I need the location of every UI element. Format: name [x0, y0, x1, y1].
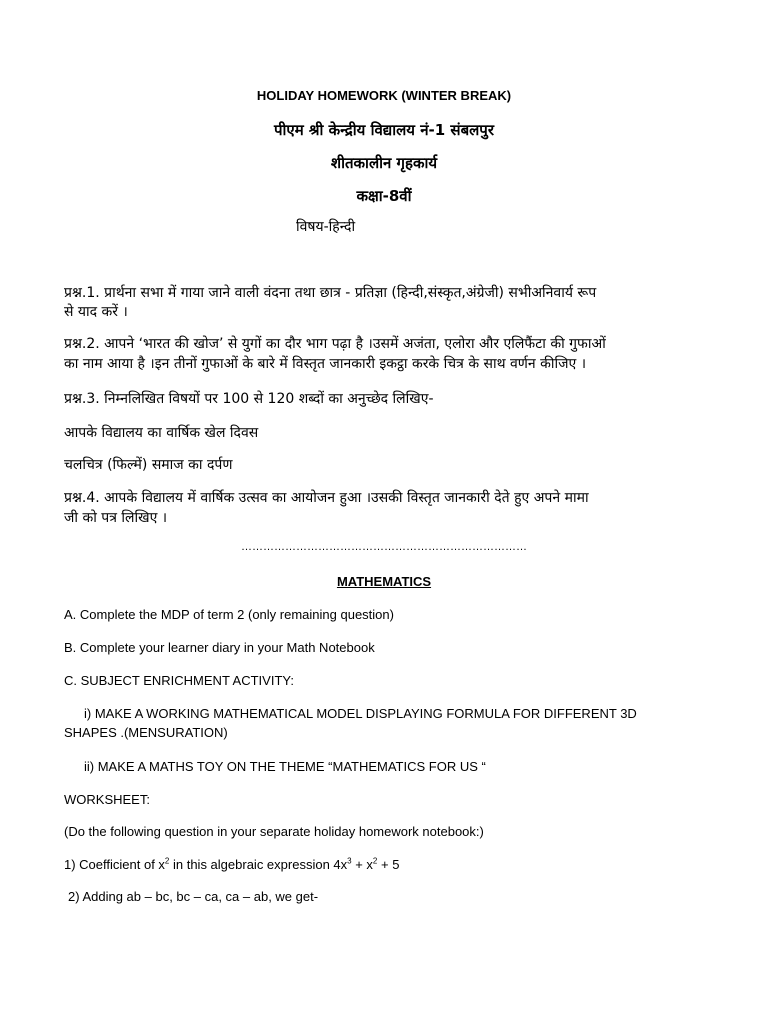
q1-text-mid2: + x [351, 857, 373, 872]
hindi-q1-line1: प्रश्न.1. प्रार्थना सभा में गाया जाने वाली वंदना तथा छात्र - प्रतिज्ञा (हिन्दी,संस्कृत,अंग्रेजी) सभीअनिवार्य रूप [64, 285, 597, 301]
q1-exponent-1: 2 [164, 856, 170, 866]
q1-exponent-3: 2 [372, 856, 378, 866]
activity-i-line1: i) MAKE A WORKING MATHEMATICAL MODEL DISPLAYING FORMULA FOR DIFFERENT 3D [84, 706, 637, 721]
worksheet-q1 [64, 857, 399, 872]
q1-exponent-2: 3 [347, 856, 352, 866]
hindi-q1-line2: से याद करें । [64, 304, 128, 320]
worksheet-instruction: (Do the following question in your separate holiday homework notebook:) [64, 824, 484, 839]
hindi-q2-line2: का नाम आया है ।इन तीनों गुफाओं के बारे में विस्तृत जानकारी इकट्ठा करके चित्र के साथ वर्णन कीजिए । [64, 356, 587, 372]
math-heading: MATHEMATICS [336, 574, 432, 589]
homework-subtitle: शीतकालीन गृहकार्य [330, 154, 438, 172]
math-item-b: B. Complete your learner diary in your Math Notebook [64, 640, 375, 655]
q1-text-end: + 5 [377, 857, 400, 872]
worksheet-label: WORKSHEET: [64, 792, 150, 807]
worksheet-q2: 2) Adding ab – bc, bc – ca, ca – ab, we get- [68, 889, 319, 904]
class-label: कक्षा-8वीं [356, 187, 412, 205]
hindi-q3-topic2: चलचित्र (फिल्में) समाज का दर्पण [64, 457, 233, 473]
activity-ii: ii) MAKE A MATHS TOY ON THE THEME “MATHEMATICS FOR US “ [84, 759, 486, 774]
hindi-q3: प्रश्न.3. निम्नलिखित विषयों पर 100 से 120 शब्दों का अनुच्छेद लिखिए- [64, 391, 434, 407]
subject-label: विषय-हिन्दी [296, 219, 356, 235]
section-divider: …………………………………………………………………… [241, 541, 527, 553]
hindi-q4-line2: जी को पत्र लिखिए । [64, 510, 168, 526]
math-item-a: A. Complete the MDP of term 2 (only remaining question) [64, 607, 394, 622]
hindi-q2-line1: प्रश्न.2. आपने ‘भारत की खोज’ से युगों का दौर भाग पढ़ा है ।उसमें अजंता, एलोरा और एलिफैंटा की गुफाओं [64, 336, 606, 352]
q1-text-start: 1) Coefficient of x [64, 857, 165, 872]
hindi-q3-topic1: आपके विद्यालय का वार्षिक खेल दिवस [64, 425, 259, 441]
hindi-q4-line1: प्रश्न.4. आपके विद्यालय में वार्षिक उत्सव का आयोजन हुआ ।उसकी विस्तृत जानकारी देते हुए अपने मामा [64, 490, 589, 506]
school-name: पीएम श्री केन्द्रीय विद्यालय नं-1 संबलपुर [274, 121, 494, 139]
document-title: HOLIDAY HOMEWORK (WINTER BREAK) [256, 88, 512, 103]
activity-i-line2: SHAPES .(MENSURATION) [64, 725, 228, 740]
math-item-c: C. SUBJECT ENRICHMENT ACTIVITY: [64, 673, 294, 688]
q1-text-mid: in this algebraic expression 4x [169, 857, 348, 872]
